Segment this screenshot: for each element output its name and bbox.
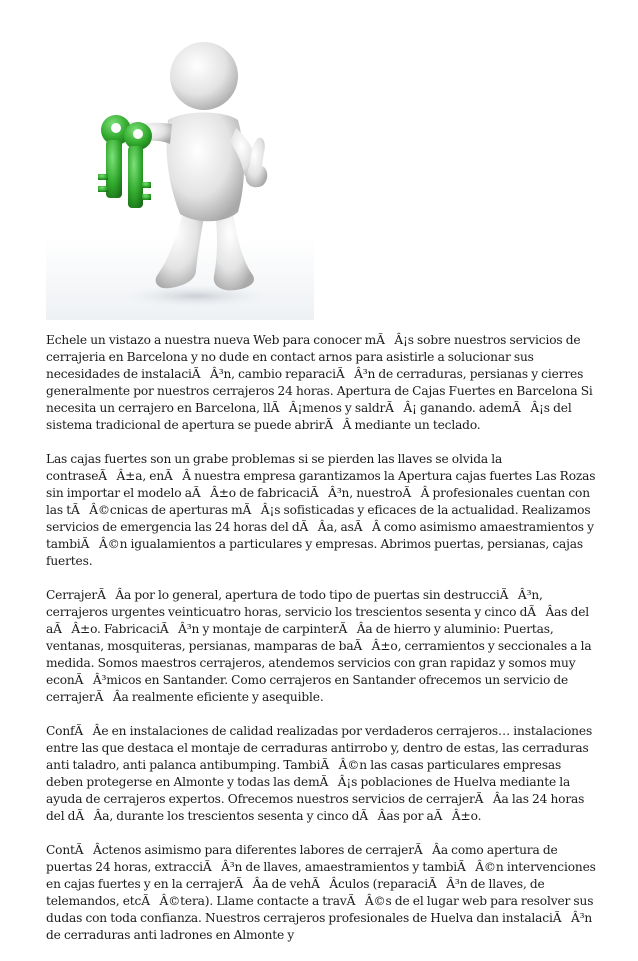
paragraph: CerrajerÃÂa por lo general, apertura de todo tipo de puertas sin destrucciÃÂ³n, cerrajeros urgentes veinticuatro horas, servicio los trescientos sesenta y cinco dÃÂas del aÃÂ±o. FabricaciÃÂ³n y montaje de carpinterÃÂa de hierro y aluminio: Puertas, ventanas, mosquiteras, persianas, mamparas de baÃÂ±o, cerramientos y seccionales a la medida. Somos maestros cerrajeros, atendemos servicios con gran rapidaz y somos muy econÃÂ³micos en Santander. Como cerrajeros en Santander ofrecemos un servicio de cerrajerÃÂa realmente eficiente y asequible. [46,588,592,704]
paragraph: ConfÃÂe en instalaciones de calidad realizadas por verdaderos cerrajeros… instalaciones entre las que destaca el montaje de cerraduras antirrobo y, dentro de estas, las cerraduras anti taladro, anti palanca antibumping. TambiÃÂ©n las casas particulares empresas deben protegerse en Almonte y todas las demÃÂ¡s poblaciones de Huelva mediante la ayuda de cerrajeros expertos. Ofrecemos nuestros servicios de cerrajerÃÂa las 24 horas del dÃÂa, durante los trescientos sesenta y cinco dÃÂas por aÃÂ±o. [46,724,593,823]
paragraph: Las cajas fuertes son un grabe problemas si se pierden las llaves se olvida la contraseÃÂ±a, enÃÂ nuestra empresa garantizamos la Apertura cajas fuertes Las Rozas sin importar el modelo aÃÂ±o de fabricaciÃÂ³n, nuestroÃÂ profesionales cuentan con las tÃÂ©cnicas de aperturas mÃÂ¡s sofisticadas y eficaces de la actualidad. Realizamos servicios de emergencia las 24 horas del dÃÂa, asÃÂ como asimismo amaestramientos y tambiÃÂ©n igualamientos a particulares y empresas. Abrimos puertas, persianas, cajas fuertes. [46,452,596,568]
article-body [46,332,596,961]
hero-image [46,24,314,320]
paragraph: ContÃÂctenos asimismo para diferentes labores de cerrajerÃÂa como apertura de puertas 24 horas, extracciÃÂ³n de llaves, amaestramientos y tambiÃÂ©n intervenciones en cajas fuertes y en la cerrajerÃÂa de vehÃÂculos (reparaciÃÂ³n de llaves, de telemandos, etcÃÂ©tera). Llame contacte a travÃÂ©s de el lugar web para resolver sus dudas con toda confianza. Nuestros cerrajeros profesionales de Huelva dan instalaciÃÂ³n de cerraduras anti ladrones en Almonte y [46,843,596,942]
figure-holding-green-keys-icon [46,24,314,320]
paragraph: Echele un vistazo a nuestra nueva Web para conocer mÃÂ¡s sobre nuestros servicios de cerrajeria en Barcelona y no dude en contact arnos para asistirle a solucionar sus necesidades de instalaciÃÂ³n, cambio reparaciÃÂ³n de cerraduras, persianas y cierres generalmente por nuestros cerrajeros 24 horas. Apertura de Cajas Fuertes en Barcelona Si necesita un cerrajero en Barcelona, llÃÂ¡menos y saldrÃÂ¡ ganando. ademÃÂ¡s del sistema tradicional de apertura se puede abrirÃÂ mediante un teclado. [46,333,593,432]
